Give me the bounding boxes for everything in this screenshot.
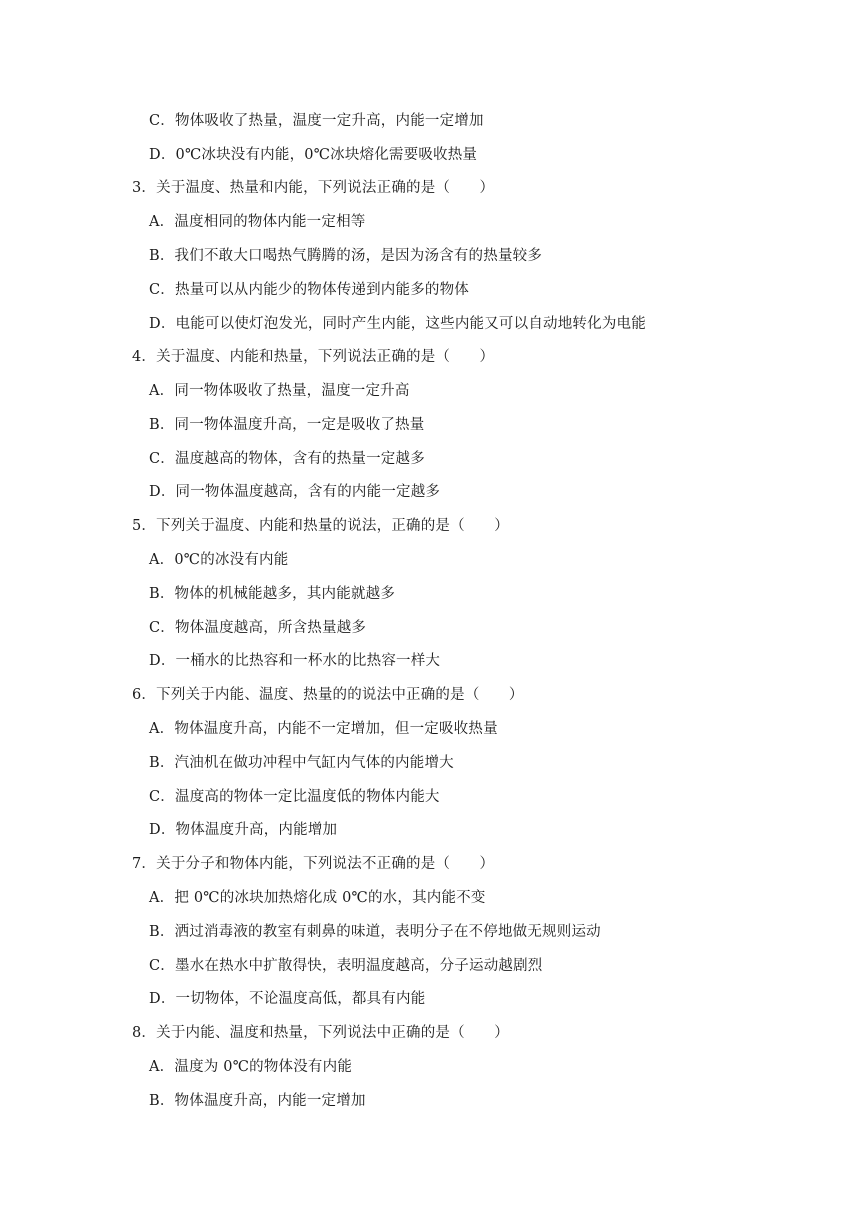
option-line: A．0℃的冰没有内能 bbox=[149, 552, 289, 568]
option-line: C．温度越高的物体，含有的热量一定越多 bbox=[149, 451, 425, 467]
option-line: A．物体温度升高，内能不一定增加，但一定吸收热量 bbox=[149, 721, 498, 737]
option-line: D．一桶水的比热容和一杯水的比热容一样大 bbox=[149, 653, 441, 669]
question-line: 3．关于温度、热量和内能，下列说法正确的是（ ） bbox=[132, 180, 495, 196]
option-line: A．温度为 0℃的物体没有内能 bbox=[149, 1059, 353, 1075]
option-line: A．同一物体吸收了热量，温度一定升高 bbox=[149, 383, 410, 399]
option-line: C．温度高的物体一定比温度低的物体内能大 bbox=[149, 789, 440, 805]
option-line: D．电能可以使灯泡发光，同时产生内能，这些内能又可以自动地转化为电能 bbox=[149, 316, 646, 332]
option-line: C．热量可以从内能少的物体传递到内能多的物体 bbox=[149, 282, 469, 298]
option-line: D．0℃冰块没有内能，0℃冰块熔化需要吸收热量 bbox=[149, 147, 478, 163]
option-line: B．我们不敢大口喝热气腾腾的汤，是因为汤含有的热量较多 bbox=[149, 248, 543, 264]
option-line: B．洒过消毒液的教室有刺鼻的味道，表明分子在不停地做无规则运动 bbox=[149, 924, 601, 940]
option-line: B．汽油机在做功冲程中气缸内气体的内能增大 bbox=[149, 755, 454, 771]
option-line: D．同一物体温度越高，含有的内能一定越多 bbox=[149, 484, 441, 500]
option-line: C．物体温度越高，所含热量越多 bbox=[149, 620, 367, 636]
question-line: 8．关于内能、温度和热量，下列说法中正确的是（ ） bbox=[132, 1025, 509, 1041]
question-line: 6．下列关于内能、温度、热量的的说法中正确的是（ ） bbox=[132, 687, 524, 703]
option-line: D．物体温度升高，内能增加 bbox=[149, 822, 338, 838]
option-line: B．物体温度升高，内能一定增加 bbox=[149, 1093, 366, 1109]
question-line: 5．下列关于温度、内能和热量的说法，正确的是（ ） bbox=[132, 518, 509, 534]
option-line: A．温度相同的物体内能一定相等 bbox=[149, 214, 366, 230]
question-line: 4．关于温度、内能和热量，下列说法正确的是（ ） bbox=[132, 349, 495, 365]
option-line: A．把 0℃的冰块加热熔化成 0℃的水，其内能不变 bbox=[149, 890, 486, 906]
option-line: B．同一物体温度升高，一定是吸收了热量 bbox=[149, 417, 425, 433]
option-line: C．物体吸收了热量，温度一定升高，内能一定增加 bbox=[149, 113, 484, 129]
option-line: D．一切物体，不论温度高低，都具有内能 bbox=[149, 991, 426, 1007]
option-line: B．物体的机械能越多，其内能就越多 bbox=[149, 586, 396, 602]
option-line: C．墨水在热水中扩散得快，表明温度越高，分子运动越剧烈 bbox=[149, 958, 543, 974]
question-line: 7．关于分子和物体内能，下列说法不正确的是（ ） bbox=[132, 856, 495, 872]
